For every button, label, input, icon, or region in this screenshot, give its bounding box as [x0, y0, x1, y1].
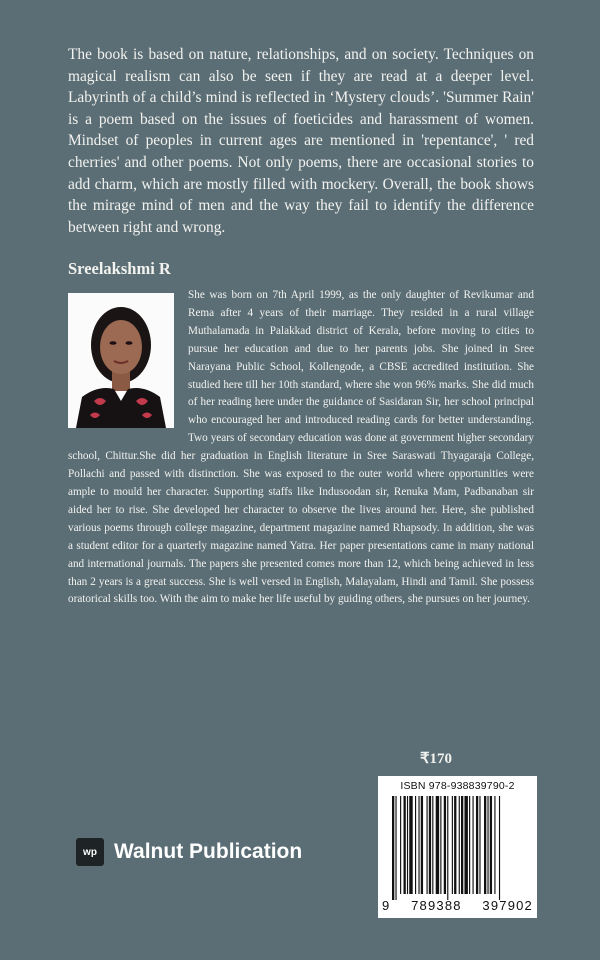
- barcode-digits: [382, 898, 533, 913]
- author-name: Sreelakshmi R: [68, 259, 171, 278]
- barcode-bar: [415, 796, 416, 894]
- publisher-name: Walnut Publication: [114, 840, 303, 863]
- barcode-bar: [429, 796, 431, 894]
- price-label: ₹170: [420, 751, 453, 767]
- author-bio: [68, 287, 534, 609]
- barcode-bar: [469, 796, 470, 894]
- barcode-bars: [392, 796, 523, 900]
- publisher-branding: [76, 838, 302, 866]
- barcode-bar: [440, 796, 441, 894]
- barcode-bar: [484, 796, 486, 894]
- barcode-digit-group: 397902: [482, 898, 533, 913]
- barcode-bar: [444, 796, 446, 894]
- barcode-bar: [427, 796, 428, 894]
- barcode-bar: [395, 796, 396, 900]
- publisher-logo-icon: wp: [76, 838, 104, 866]
- author-photo: [68, 293, 174, 428]
- barcode-bar: [476, 796, 478, 894]
- barcode-bar: [461, 796, 463, 894]
- barcode-bar: [454, 796, 456, 894]
- author-bio-text: She was born on 7th April 1999, as the only daughter of Revikumar and Rema after 4 years of their marriage. They resided in a rural village Muthalamada in Palakkad district of Kerala, before moving to cities to pursue her education and due to her parents jobs. She joined in Sree Narayana Public School, Kollengode, a CBSE accredited institution. She studied here till her 10th standard, where she won 96% marks. She did much of her reading here under the guidance of Sasidaran Sir, her school principal who encouraged her and introduced reading cards for better understanding. Two years of secondary education was done at government higher secondary school, Chittur.She did her graduation in English literature in Sree Saraswati Thyagaraja College, Pollachi and passed with distinction. She was exposed to the outer world where opportunities were ample to mould her character. Supporting staffs like Indusoodan sir, Renuka Mam, Padbanaban sir aided her to rise. She developed her character to observe the lives around her. Here, she published various poems through college magazine, department magazine named Rhapsody. In addition, she was a student editor for a quarterly magazine named Yatra. Her paper presentations came in many national and international journals. The papers she presented comes more than 12, which being achieved in less than 2 years is a great success. She is well versed in English, Malayalam, Hindi and Tamil. She possess oratorical skills too. With the aim to make her life useful by guiding others, she pursues on her journey.: [68, 289, 534, 606]
- barcode-bar: [487, 796, 488, 894]
- barcode-bar: [409, 796, 412, 894]
- barcode-bar: [407, 796, 408, 894]
- barcode-bar: [490, 796, 492, 894]
- barcode-bar: [494, 796, 495, 894]
- barcode-bar: [473, 796, 474, 894]
- barcode-digit-group: 9: [382, 898, 391, 913]
- barcode-bar: [400, 796, 401, 894]
- barcode-bar: [421, 796, 423, 894]
- barcode-bar: [418, 796, 419, 894]
- barcode-bar: [447, 796, 448, 900]
- barcode-bar: [499, 796, 500, 900]
- barcode-bar: [432, 796, 433, 894]
- barcode-bar: [404, 796, 406, 894]
- barcode-bar: [464, 796, 467, 894]
- barcode-bar: [392, 796, 394, 900]
- book-description: The book is based on nature, relationships, and on society. Techniques on magical realism can also be seen if they are read at a deeper level. Labyrinth of a child’s mind is reflected in ‘Mystery clouds’. 'Summer Rain' is a poem based on the issues of foeticides and harassment of women. Mindset of peoples in current ages are mentioned in 'repentance', ' red cherries' and other poems. Not only poems, there are occasional stories to add charm, which are mostly filled with mockery. Overall, the book shows the mirage mind of men and the way they fail to identify the difference between right and wrong.: [68, 46, 534, 236]
- barcode-bar: [459, 796, 460, 894]
- barcode-bar: [479, 796, 480, 894]
- barcode-digit-group: 789388: [411, 898, 462, 913]
- isbn-label: ISBN 978-938839790-2: [400, 780, 515, 792]
- isbn-barcode: [378, 776, 537, 918]
- barcode-bar: [436, 796, 439, 894]
- author-portrait-image: [68, 293, 174, 428]
- barcode-bar: [452, 796, 453, 894]
